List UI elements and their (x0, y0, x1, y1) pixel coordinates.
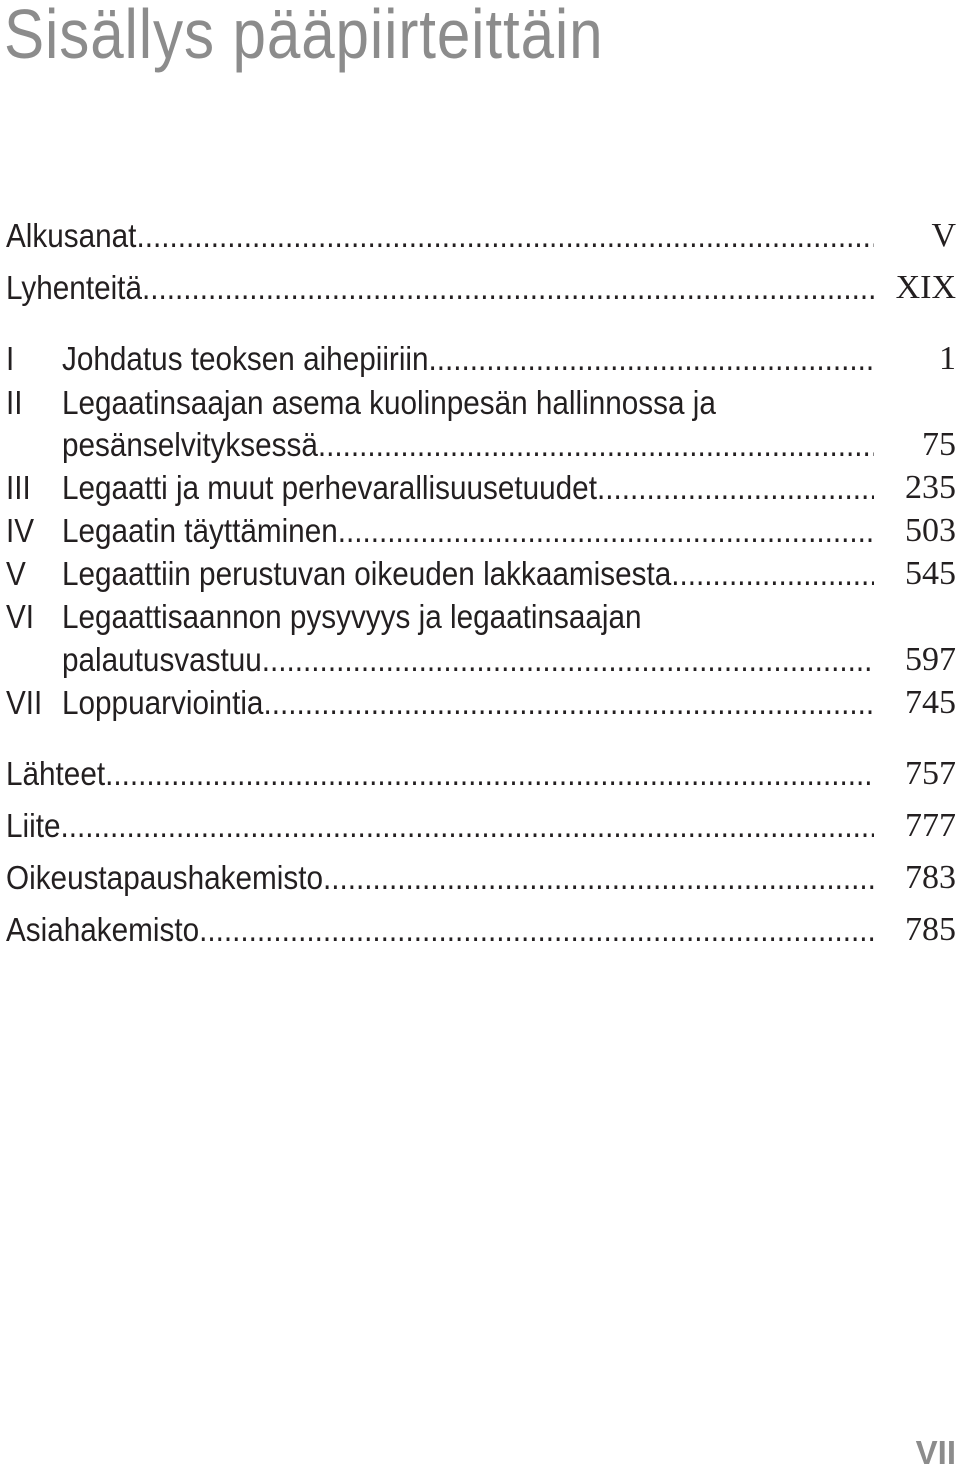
toc-entry-page: 783 (905, 859, 956, 896)
toc-entry-chapter-2[interactable] (0, 381, 960, 425)
toc-entry-page: 777 (905, 807, 956, 844)
toc-entry-label-continued: pesänselvityksessä ..... (62, 423, 874, 467)
toc-entry-page: V (931, 217, 956, 254)
toc-entry-label: Lähteet ..... (6, 752, 874, 796)
page-folio: VII (915, 1434, 956, 1471)
toc-entry-label: Lyhenteitä ..... (6, 266, 874, 310)
toc-entry-label: Asiahakemisto ..... (6, 908, 874, 952)
toc-entry-page: 745 (905, 684, 956, 721)
toc-entry-chapter-4[interactable] (0, 509, 960, 553)
toc-entry-page: 545 (905, 555, 956, 592)
chapter-number: II (6, 384, 23, 421)
toc-entry-label: Liite ..... (6, 804, 874, 848)
toc-entry-chapter-5[interactable] (0, 552, 960, 596)
toc-entry-chapter-7[interactable] (0, 681, 960, 725)
toc-entry-page: 785 (905, 911, 956, 948)
chapter-number: V (6, 555, 26, 592)
page-title: Sisällys pääpiirteittäin (4, 0, 604, 73)
toc-entry-chapter-2-continued[interactable] (0, 423, 960, 467)
toc-entry-asiahakemisto[interactable] (0, 908, 960, 952)
chapter-number: III (6, 469, 31, 506)
chapter-number: IV (6, 512, 35, 549)
chapter-number: I (6, 340, 15, 377)
toc-entry-chapter-3[interactable] (0, 466, 960, 510)
toc-entry-label: Legaatinsaajan asema kuolinpesän hallinnossa ja (62, 384, 716, 421)
toc-entry-label: Legaatin täyttäminen ..... (62, 509, 874, 553)
toc-entry-label: Legaattiin perustuvan oikeuden lakkaamisesta ..... (62, 552, 874, 596)
toc-entry-label: Johdatus teoksen aihepiiriin ..... (62, 337, 874, 381)
toc-entry-label: Oikeustapaushakemisto ..... (6, 856, 874, 900)
toc-entry-page: 1 (939, 340, 956, 377)
toc-entry-liite[interactable] (0, 804, 960, 848)
toc-entry-page: XIX (895, 269, 956, 306)
toc-entry-label-continued: palautusvastuu ..... (62, 638, 874, 682)
toc-entry-alkusanat[interactable] (0, 214, 960, 258)
toc-entry-label: Loppuarviointia ..... (62, 681, 874, 725)
toc-entry-chapter-6[interactable] (0, 595, 960, 639)
toc-entry-label: Alkusanat ..... (6, 214, 874, 258)
toc-entry-lyhenteita[interactable] (0, 266, 960, 310)
toc-entry-page: 503 (905, 512, 956, 549)
toc-entry-chapter-6-continued[interactable] (0, 638, 960, 682)
toc-entry-chapter-1[interactable] (0, 337, 960, 381)
toc-entry-label: Legaattisaannon pysyvyys ja legaatinsaajan (62, 598, 642, 635)
toc-entry-oikeustapaushakemisto[interactable] (0, 856, 960, 900)
toc-entry-page: 597 (905, 641, 956, 678)
toc-entry-lahteet[interactable] (0, 752, 960, 796)
chapter-number: VI (6, 598, 35, 635)
toc-entry-page: 75 (922, 426, 956, 463)
toc-entry-page: 757 (905, 755, 956, 792)
chapter-number: VII (6, 684, 43, 721)
toc-entry-page: 235 (905, 469, 956, 506)
toc-entry-label: Legaatti ja muut perhevarallisuusetuudet ..... (62, 466, 874, 510)
